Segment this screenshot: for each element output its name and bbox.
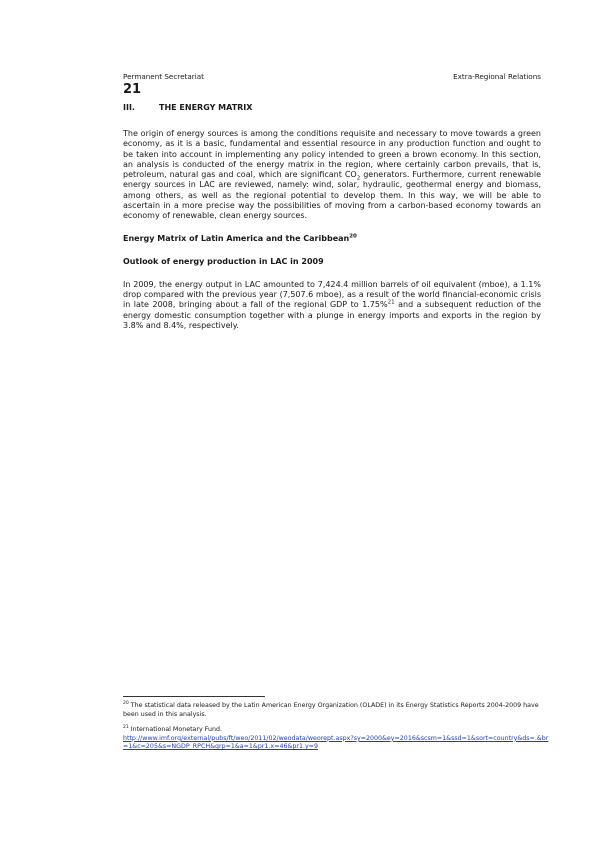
footnote-separator xyxy=(123,696,265,697)
co2-subscript: 2 xyxy=(356,175,361,182)
header-right: Extra-Regional Relations xyxy=(453,72,541,81)
page-number: 21 xyxy=(123,82,142,97)
paragraph-energy-matrix-intro: The origin of energy sources is among the conditions requisite and necessary to move towards a green economy, as it is a basic, fundamental and essential resource in any production function and ought to be taken into account in implementing any policy intended to green a brown economy. In this section, an analysis is conducted of the energy matrix in the region, where certainly carbon prevails, that is, petroleum, natural gas and coal, which are significant $CO_2$ generators. Furthermore, current renewable energy sources in LAC are reviewed, namely: wind, solar, hydraulic, geothermal energy and biomass, among others, as well as the regional potential to develop them. In this way, we will be able to ascertain in a more precise way the possibilities of moving from a carbon-based economy towards an economy of renewable, clean energy sources. xyxy=(123,129,541,221)
subheading-outlook-2009: Outlook of energy production in LAC in 2009 xyxy=(123,256,324,266)
section-heading xyxy=(123,102,541,113)
section-number: III. xyxy=(123,103,135,112)
footnote-ref-21[interactable]: 21 xyxy=(387,299,395,306)
page-body xyxy=(123,72,541,331)
imf-weo-link[interactable]: http://www.imf.org/external/pubs/ft/weo/2011/02/weodata/weorept.aspx?sy=2000&ey=2016&scsm=1&ssd=1&sort=country&ds=.&br=1&c=205&s=NGDP_RPCH&grp=1&a=1&pr1.x=46&pr1.y=9 xyxy=(123,734,549,751)
footnote-21: $^{21}$ International Monetary Fund. http://www.imf.org/external/pubs/ft/weo/2011/02/weodata/weorept.aspx?sy=2000&ey=2016&scsm=1&ssd=1&sort=country&ds=.&br=1&c=205&s=NGDP_RPCH&grp=1&a=1&pr1.x=46&pr1.y=9 xyxy=(123,726,551,752)
header-left: Permanent Secretariat xyxy=(123,72,204,81)
footnote-ref-20[interactable]: 20 xyxy=(349,233,357,240)
paragraph-energy-output-2009: In 2009, the energy output in LAC amounted to 7,424.4 million barrels of oil equivalent (mboe), a 1.1% drop compared with the previous year (7,507.6 mboe), as a result of the world financial-economic crisis in late 2008, bringing about a fall of the regional GDP to 1.75%$^{21}$ and a subsequent reduction of the energy domestic consumption together with a plunge in energy imports and exports in the region by 3.8% and 8.4%, respectively. xyxy=(123,279,542,330)
footnotes-area xyxy=(123,696,551,752)
running-header xyxy=(123,72,541,81)
footnote-20: $^{20}$ The statistical data released by the Latin American Energy Organization (OLADE) in its Energy Statistics Reports 2004-2009 have been used in this analysis. xyxy=(123,700,539,718)
section-title: THE ENERGY MATRIX xyxy=(159,103,253,112)
subheading-energy-matrix-lac: Energy Matrix of Latin America and the Caribbean$^{20}$ xyxy=(123,233,357,243)
